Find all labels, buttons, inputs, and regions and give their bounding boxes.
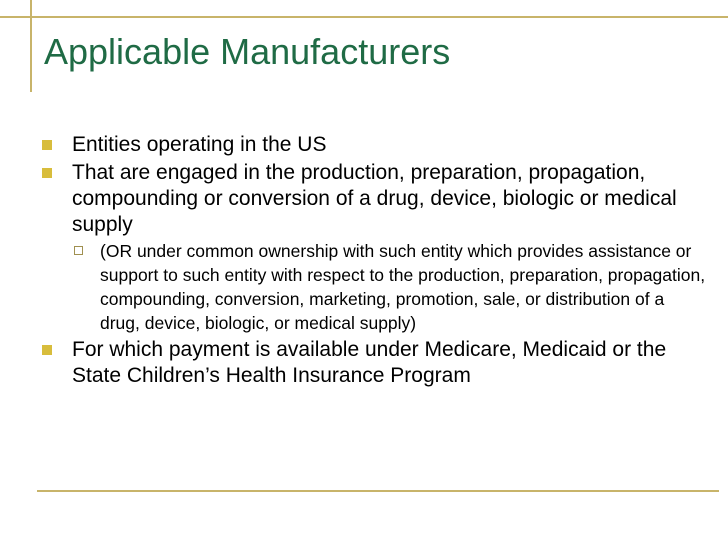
hollow-square-bullet-icon — [74, 246, 83, 255]
footer-rule — [37, 490, 719, 492]
square-bullet-icon — [42, 140, 52, 150]
bullet-item — [37, 132, 707, 158]
slide-title: Applicable Manufacturers — [44, 31, 451, 72]
bullet-text: Entities operating in the US — [72, 133, 327, 156]
bullet-text: That are engaged in the production, preparation, propagation, compounding or conversion of a drug, device, biologic or medical supply — [72, 161, 677, 236]
bullet-list — [37, 132, 707, 391]
square-bullet-icon — [42, 345, 52, 355]
bullet-text: For which payment is available under Medicare, Medicaid or the State Children’s Health Insurance Program — [72, 338, 667, 387]
title-accent-horizontal-rule — [0, 16, 728, 18]
title-accent-vertical-rule — [30, 0, 32, 92]
bullet-item — [37, 160, 707, 335]
bullet-item — [37, 337, 707, 389]
sub-bullet-item — [72, 239, 707, 335]
square-bullet-icon — [42, 168, 52, 178]
sub-bullet-list — [72, 239, 707, 335]
sub-bullet-text: (OR under common ownership with such entity which provides assistance or support to such entity with respect to the production, preparation, propagation, compounding, conversion, marketing, promotion, sale, or distribution of a drug, device, biologic, or medical supply) — [100, 241, 706, 333]
